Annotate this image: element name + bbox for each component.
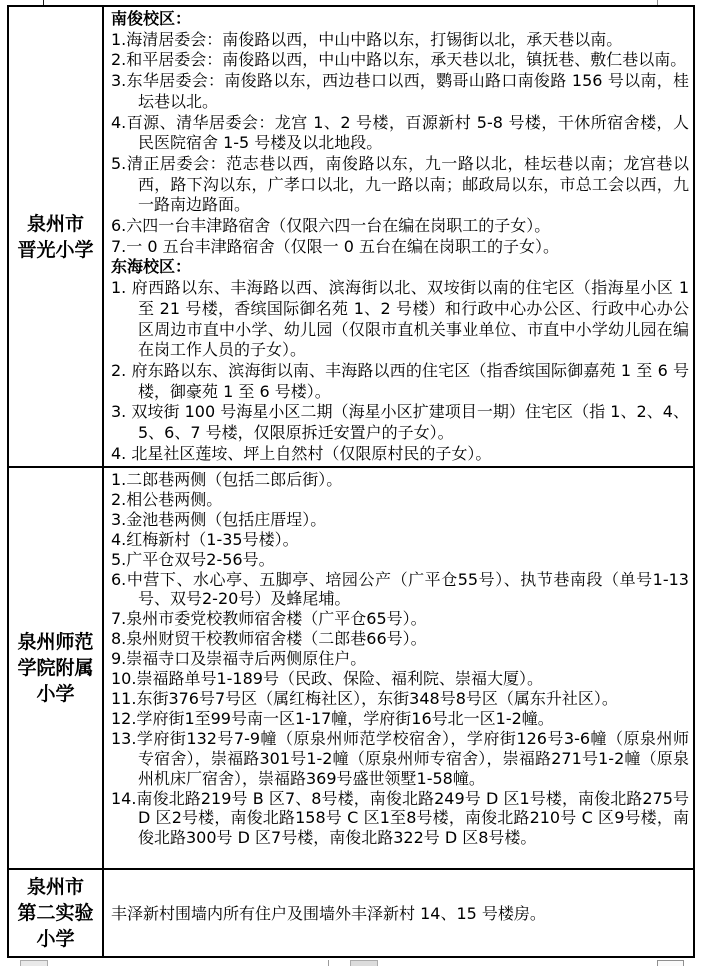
school-name-line: 学院附属: [17, 657, 94, 679]
district-detail-cell: [104, 7, 693, 466]
district-item: 6.中营下、水心亭、五脚亭、培园公产（广平仓55号）、执节巷南段（单号1-13号、双号2-20号）及蜂尾埔。: [111, 569, 689, 609]
clipped-ui-fragment: [20, 960, 48, 966]
school-name-line: 泉州师范: [17, 631, 94, 653]
clipped-ui-fragment: [657, 960, 684, 966]
district-item: 2.和平居委会：南俊路以西，中山中路以东，承天巷以北，镇抚巷、敷仁巷以南。: [111, 50, 687, 70]
school-name-line: 小学: [36, 928, 75, 950]
district-item: 5.广平仓双号2-56号。: [111, 549, 275, 569]
district-item: 10.崇福路单号1-189号（民政、保险、福利院、崇福大厦）。: [111, 669, 543, 689]
district-item: 3.金池巷两侧（包括庄厝埕）。: [111, 509, 327, 529]
district-item: 9.崇福寺口及崇福寺后两侧原住户。: [111, 649, 367, 669]
district-item: 4.百源、清华居委会：龙宫 1、2 号楼，百源新村 5-8 号楼，干休所宿舍楼，人民医院宿舍 1-5 号楼及以北地段。: [111, 112, 689, 153]
clipped-ui-fragment: [350, 960, 378, 966]
district-item: 4.红梅新村（1-35号楼）。: [111, 529, 299, 549]
school-name-line: 晋光小学: [17, 238, 94, 261]
table-row: [9, 7, 693, 468]
district-item: 13.学府街132号7-9幢（原泉州师范学校宿舍），学府街126号3-6幢（原泉州师专宿舍），崇福路301号1-2幢（原泉州师专宿舍），崇福路271号1-2幢（原泉州机床厂宿舍），崇福路369号盛世领墅1-58幢。: [111, 728, 689, 788]
school-name-cell: [9, 468, 104, 868]
district-item: 丰泽新村围墙内所有住户及围墙外丰泽新村 14、15 号楼房。: [111, 904, 546, 923]
district-item: 11.东街376号7号区（属红梅社区），东街348号8号区（属东升社区）。: [111, 688, 618, 708]
school-name-line: 泉州市: [26, 876, 84, 898]
district-item: 3.东华居委会：南俊路以东，西边巷口以西，鹦哥山路口南俊路 156 号以南，桂坛巷以北。: [111, 71, 689, 111]
district-detail-cell: [104, 468, 693, 868]
district-detail-cell: [104, 870, 693, 956]
school-name-cell: [9, 7, 104, 466]
school-name-line: 泉州市: [26, 212, 84, 235]
district-item: 3. 双垵街 100 号海星小区二期（海星小区扩建项目一期）住宅区（指 1、2、4、5、6、7 号楼，仅限原拆迁安置户的子女）。: [111, 402, 689, 443]
campus-section-header: 南俊校区：: [111, 9, 192, 28]
district-item: 1.二郎巷两侧（包括二郎后街）。: [111, 470, 343, 489]
district-item: 6.六四一台丰津路宿舍（仅限六四一台在编在岗职工的子女）。: [111, 216, 551, 236]
campus-section-header: 东海校区：: [111, 257, 192, 277]
district-item: 5.清正居委会：范志巷以西，南俊路以东，九一路以北，桂坛巷以南；龙宫巷以西，路下沟以东，广孝口以北，九一路以南；邮政局以东，市总工会以西，九一路南边路面。: [111, 153, 689, 215]
district-item: 12.学府街1至99号南一区1-17幢，学府街16号北一区1-2幢。: [111, 708, 554, 728]
district-item: 14.南俊北路219号 B 区7、8号楼，南俊北路249号 D 区1号楼，南俊北路275号 D 区2号楼，南俊北路158号 C 区1至8号楼，南俊北路210号 C 区9号楼，南俊北路300号 D 区7号楼，南俊北路322号 D 区8号楼。: [111, 788, 689, 848]
school-name-line: 小学: [36, 683, 75, 705]
table-row: [9, 468, 693, 870]
district-item: 2. 府东路以东、滨海街以南、丰海路以西的住宅区（指香缤国际御嘉苑 1 至 6 号楼，御豪苑 1 至 6 号楼）。: [111, 360, 689, 401]
district-item: 1. 府西路以东、丰海路以西、滨海街以北、双垵街以南的住宅区（指海星小区 1 至 21 号楼，香缤国际御名苑 1、2 号楼）和行政中心办公区、行政中心办公区周边市直中小学、幼儿园（仅限市直机关事业单位、市直中小学幼儿园在编在岗工作人员的子女）。: [111, 278, 689, 360]
school-name-line: 第二实验: [17, 902, 94, 924]
district-item: 2.相公巷两侧。: [111, 489, 223, 509]
district-item: 4. 北星社区莲垵、坪上自然村（仅限原村民的子女）。: [111, 443, 492, 463]
table-row: [9, 870, 693, 956]
district-item: 7.一 0 五台丰津路宿舍（仅限一 0 五台在编在岗职工的子女）。: [111, 236, 559, 256]
clipped-gridline-fragment: [328, 960, 329, 966]
district-item: 1.海清居委会：南俊路以西，中山中路以东，打锡街以北，承天巷以南。: [111, 29, 623, 49]
district-item: 7.泉州市委党校教师宿舍楼（广平仓65号）。: [111, 609, 427, 629]
district-table: [7, 5, 695, 958]
district-item: 8.泉州财贸干校教师宿舍楼（二郎巷66号）。: [111, 629, 427, 649]
school-name-cell: [9, 870, 104, 956]
